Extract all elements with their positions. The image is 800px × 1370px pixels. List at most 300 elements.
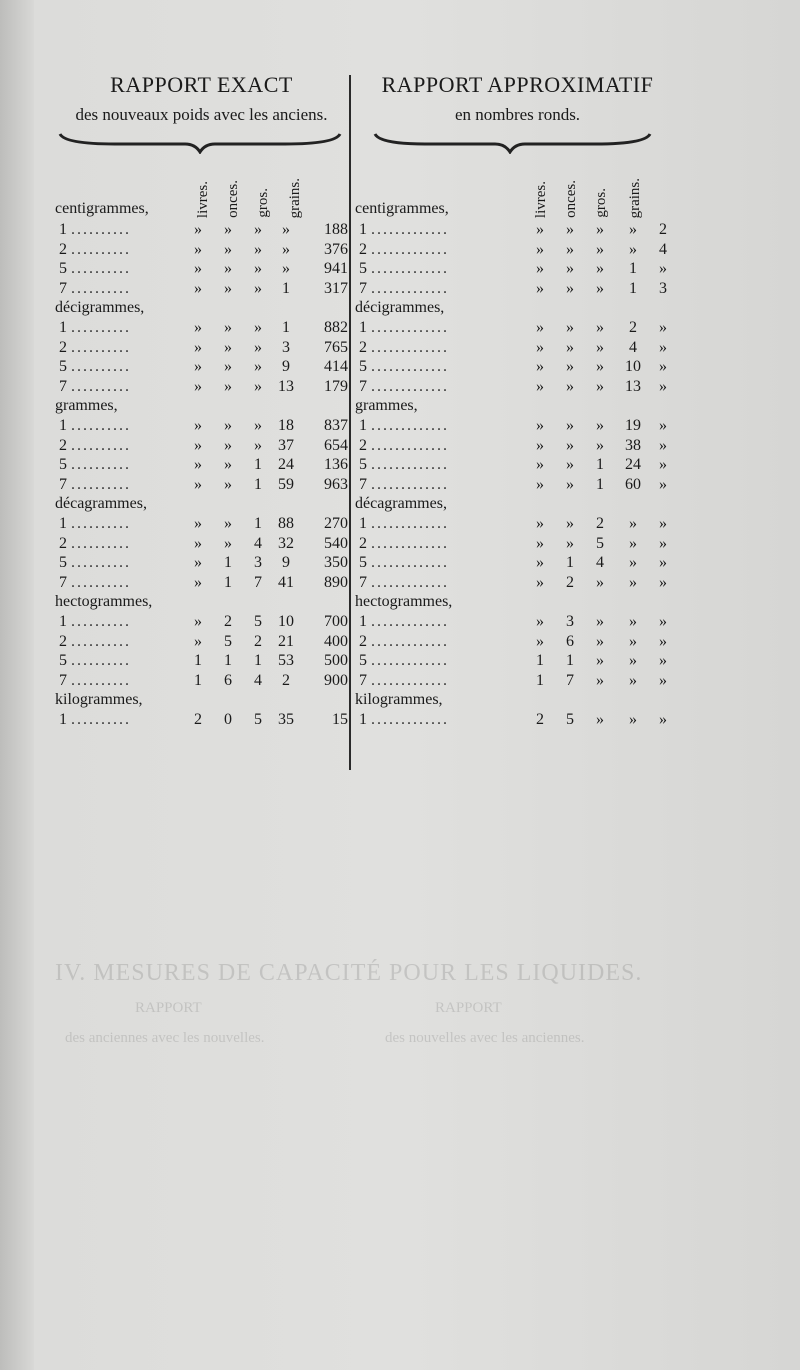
leader-dots: ............. — [371, 652, 449, 669]
table-cell: » — [596, 319, 604, 336]
left-unit-header: centigrammes, — [55, 200, 149, 217]
leader-dots: ............. — [371, 377, 449, 395]
table-cell: » — [224, 221, 232, 238]
table-cell: » — [659, 711, 667, 728]
table-cell: 1 — [224, 652, 232, 669]
table-row — [355, 651, 680, 671]
section-label: kilogrammes, — [355, 691, 443, 708]
leader-dots: .......... — [71, 221, 131, 238]
table-cell: 136 — [324, 456, 348, 473]
table-cell: 1 — [254, 456, 262, 473]
table-row — [355, 338, 680, 358]
table-cell: 1 — [536, 671, 544, 689]
table-cell: 5 — [596, 534, 604, 552]
leader-dots: .......... — [71, 534, 131, 552]
left-col-grains: grains. — [287, 177, 303, 218]
row-quantity: 2 — [359, 436, 367, 454]
table-cell: 2 — [194, 711, 202, 728]
right-table-body — [355, 220, 680, 730]
leader-dots: ............. — [371, 436, 449, 454]
table-cell: 24 — [278, 456, 294, 473]
table-cell: » — [224, 515, 232, 532]
table-cell: » — [659, 652, 667, 669]
table-cell: 2 — [536, 711, 544, 728]
table-cell: » — [254, 260, 262, 277]
row-quantity: 5 — [359, 260, 367, 277]
row-quantity: 1 — [59, 417, 67, 434]
table-row — [55, 220, 348, 240]
table-cell: 765 — [324, 338, 348, 356]
table-cell: » — [536, 319, 544, 336]
leader-dots: ............. — [371, 534, 449, 552]
table-cell: » — [254, 279, 262, 297]
leader-dots: .......... — [71, 515, 131, 532]
table-cell: » — [536, 632, 544, 650]
left-table-title: RAPPORT EXACT — [110, 72, 293, 97]
row-quantity: 5 — [59, 456, 67, 473]
table-cell: 13 — [278, 377, 294, 395]
row-quantity: 5 — [359, 358, 367, 375]
row-quantity: 7 — [359, 475, 367, 493]
table-cell: 24 — [625, 456, 641, 473]
table-row — [355, 318, 680, 338]
table-row — [355, 436, 680, 456]
table-cell: 5 — [566, 711, 574, 728]
row-quantity: 7 — [59, 377, 67, 395]
section-label: décagrammes, — [55, 495, 147, 512]
section-label: décagrammes, — [355, 495, 447, 512]
row-quantity: 2 — [59, 338, 67, 356]
table-cell: » — [566, 319, 574, 336]
table-cell: » — [629, 613, 637, 630]
row-quantity: 5 — [59, 358, 67, 375]
table-cell: » — [536, 221, 544, 238]
table-cell: » — [566, 417, 574, 434]
table-cell: 2 — [659, 221, 667, 238]
table-cell: » — [194, 515, 202, 532]
table-cell: 1 — [566, 652, 574, 669]
table-row — [355, 534, 680, 554]
table-cell: » — [629, 632, 637, 650]
right-col-grains: grains. — [627, 177, 643, 218]
leader-dots: ............. — [371, 358, 449, 375]
table-cell: » — [596, 436, 604, 454]
row-quantity: 5 — [59, 260, 67, 277]
leader-dots: .......... — [71, 338, 131, 356]
leader-dots: ............. — [371, 632, 449, 650]
table-cell: 1 — [629, 260, 637, 277]
table-cell: » — [254, 319, 262, 336]
table-cell: » — [224, 358, 232, 375]
bleed-through-caption-right: RAPPORT — [435, 1000, 502, 1016]
table-cell: » — [254, 417, 262, 434]
table-row — [55, 612, 348, 632]
table-cell: » — [566, 240, 574, 258]
table-cell: » — [254, 358, 262, 375]
row-quantity: 2 — [359, 632, 367, 650]
table-cell: » — [629, 652, 637, 669]
table-cell: » — [659, 515, 667, 532]
leader-dots: ............. — [371, 338, 449, 356]
table-cell: » — [194, 613, 202, 630]
leader-dots: .......... — [71, 711, 131, 728]
row-quantity: 7 — [359, 279, 367, 297]
table-cell: » — [596, 377, 604, 395]
table-cell: » — [282, 240, 290, 258]
table-cell: » — [536, 515, 544, 532]
table-row — [55, 240, 348, 260]
table-cell: 500 — [324, 652, 348, 669]
table-row — [355, 377, 680, 397]
table-cell: » — [596, 711, 604, 728]
table-cell: » — [566, 456, 574, 473]
table-cell: » — [596, 279, 604, 297]
table-cell: » — [536, 338, 544, 356]
table-cell: » — [536, 279, 544, 297]
section-label: grammes, — [55, 397, 118, 414]
table-cell: 414 — [324, 358, 348, 375]
row-quantity: 7 — [359, 671, 367, 689]
table-cell: 2 — [629, 319, 637, 336]
table-cell: » — [596, 221, 604, 238]
table-cell: » — [194, 456, 202, 473]
table-cell: » — [194, 338, 202, 356]
table-cell: 1 — [224, 573, 232, 591]
right-brace-ornament — [355, 132, 655, 154]
table-row — [55, 279, 348, 299]
table-cell: 9 — [282, 358, 290, 375]
bleed-through-text — [55, 800, 675, 1260]
table-cell: » — [224, 534, 232, 552]
row-quantity: 1 — [59, 613, 67, 630]
table-row — [55, 651, 348, 671]
table-cell: » — [194, 475, 202, 493]
row-quantity: 7 — [59, 475, 67, 493]
leader-dots: .......... — [71, 377, 131, 395]
table-cell: » — [596, 632, 604, 650]
table-cell: » — [659, 554, 667, 571]
section-label: kilogrammes, — [55, 691, 143, 708]
table-cell: » — [194, 221, 202, 238]
right-column-header — [355, 160, 680, 220]
bleed-through-caption-left: RAPPORT — [135, 1000, 202, 1016]
left-col-gros: gros. — [255, 188, 271, 218]
table-cell: 179 — [324, 377, 348, 395]
table-row — [355, 220, 680, 240]
table-cell: 5 — [224, 632, 232, 650]
right-table-title: RAPPORT APPROXIMATIF — [381, 72, 654, 97]
leader-dots: ............. — [371, 260, 449, 277]
leader-dots: .......... — [71, 573, 131, 591]
section-label: grammes, — [355, 397, 418, 414]
table-cell: » — [536, 613, 544, 630]
table-cell: 837 — [324, 417, 348, 434]
row-quantity: 2 — [359, 240, 367, 258]
table-cell: » — [536, 260, 544, 277]
table-row — [55, 671, 348, 691]
table-cell: 900 — [324, 671, 348, 689]
row-quantity: 2 — [59, 240, 67, 258]
table-cell: » — [659, 338, 667, 356]
table-cell: » — [254, 436, 262, 454]
leader-dots: .......... — [71, 632, 131, 650]
table-cell: » — [536, 534, 544, 552]
table-cell: » — [536, 436, 544, 454]
right-col-livres: livres. — [533, 180, 549, 218]
table-cell: 400 — [324, 632, 348, 650]
table-cell: 350 — [324, 554, 348, 571]
table-cell: » — [224, 240, 232, 258]
table-row — [355, 416, 680, 436]
right-table-subtitle: en nombres ronds. — [454, 105, 581, 124]
left-table-body — [55, 220, 348, 730]
table-cell: » — [536, 475, 544, 493]
table-cell: 0 — [224, 711, 232, 728]
row-quantity: 1 — [59, 711, 67, 728]
table-cell: 963 — [324, 475, 348, 493]
row-quantity: 7 — [59, 573, 67, 591]
table-cell: 1 — [224, 554, 232, 571]
table-cell: 1 — [194, 652, 202, 669]
table-cell: » — [629, 534, 637, 552]
table-cell: » — [224, 279, 232, 297]
table-cell: 19 — [625, 417, 641, 434]
row-quantity: 2 — [59, 632, 67, 650]
table-cell: 10 — [278, 613, 294, 630]
table-cell: » — [194, 632, 202, 650]
table-cell: » — [596, 417, 604, 434]
table-cell: 376 — [324, 240, 348, 258]
table-cell: » — [659, 417, 667, 434]
table-cell: 7 — [566, 671, 574, 689]
row-quantity: 5 — [59, 652, 67, 669]
table-cell: 1 — [254, 475, 262, 493]
row-quantity: 1 — [59, 319, 67, 336]
column-divider — [349, 75, 351, 770]
left-col-onces: onces. — [225, 180, 241, 218]
left-column-header — [55, 160, 348, 220]
table-cell: » — [254, 377, 262, 395]
table-cell: 1 — [596, 456, 604, 473]
section-label: hectogrammes, — [55, 593, 153, 610]
table-cell: 21 — [278, 632, 294, 650]
row-quantity: 5 — [359, 554, 367, 571]
table-row — [355, 573, 680, 593]
table-cell: 4 — [659, 240, 667, 258]
leader-dots: ............. — [371, 515, 449, 532]
row-quantity: 2 — [359, 338, 367, 356]
table-row — [55, 436, 348, 456]
left-brace-ornament — [55, 132, 345, 154]
bleed-through-heading: IV. MESURES DE CAPACITÉ POUR LES LIQUIDES. — [55, 960, 643, 986]
table-cell: 1 — [194, 671, 202, 689]
row-quantity: 1 — [59, 515, 67, 532]
table-cell: » — [536, 377, 544, 395]
table-cell: 540 — [324, 534, 348, 552]
table-cell: » — [596, 573, 604, 591]
table-cell: » — [536, 456, 544, 473]
leader-dots: ............. — [371, 417, 449, 434]
row-quantity: 7 — [359, 377, 367, 395]
table-cell: » — [596, 260, 604, 277]
table-cell: 4 — [629, 338, 637, 356]
table-cell: » — [596, 652, 604, 669]
table-cell: 1 — [629, 279, 637, 297]
table-row — [55, 514, 348, 534]
table-row — [55, 553, 348, 573]
right-col-gros: gros. — [593, 188, 609, 218]
table-cell: » — [194, 319, 202, 336]
table-cell: 60 — [625, 475, 641, 493]
table-row — [55, 338, 348, 358]
table-cell: 5 — [254, 613, 262, 630]
section-label: décigrammes, — [355, 299, 445, 316]
leader-dots: ............. — [371, 475, 449, 493]
table-cell: 10 — [625, 358, 641, 375]
table-cell: 4 — [254, 671, 262, 689]
row-quantity: 1 — [359, 319, 367, 336]
table-row — [55, 455, 348, 475]
table-cell: 2 — [224, 613, 232, 630]
row-quantity: 1 — [359, 417, 367, 434]
bleed-through-sub-left: des anciennes avec les nouvelles. — [65, 1030, 265, 1046]
leader-dots: .......... — [71, 475, 131, 493]
table-row — [355, 475, 680, 495]
table-cell: » — [194, 260, 202, 277]
table-cell: » — [224, 319, 232, 336]
table-cell: » — [194, 240, 202, 258]
table-row — [355, 455, 680, 475]
table-cell: 3 — [282, 338, 290, 356]
table-cell: » — [566, 338, 574, 356]
table-row — [55, 416, 348, 436]
right-col-onces: onces. — [563, 180, 579, 218]
table-cell: » — [566, 436, 574, 454]
table-cell: » — [659, 456, 667, 473]
table-cell: » — [536, 573, 544, 591]
table-cell: » — [659, 632, 667, 650]
table-row — [55, 475, 348, 495]
table-cell: 1 — [566, 554, 574, 571]
table-cell: » — [224, 260, 232, 277]
table-cell: » — [224, 338, 232, 356]
right-unit-header: centigrammes, — [355, 200, 449, 217]
table-cell: 188 — [324, 221, 348, 238]
table-cell: 32 — [278, 534, 294, 552]
table-cell: » — [536, 417, 544, 434]
table-cell: » — [566, 475, 574, 493]
table-cell: 3 — [254, 554, 262, 571]
table-cell: » — [194, 554, 202, 571]
row-quantity: 1 — [59, 221, 67, 238]
row-quantity: 2 — [59, 436, 67, 454]
table-cell: 7 — [254, 573, 262, 591]
table-cell: 2 — [254, 632, 262, 650]
table-cell: » — [194, 358, 202, 375]
table-cell: » — [254, 221, 262, 238]
table-cell: » — [596, 338, 604, 356]
table-cell: » — [659, 613, 667, 630]
table-cell: » — [659, 475, 667, 493]
table-cell: 941 — [324, 260, 348, 277]
leader-dots: ............. — [371, 613, 449, 630]
leader-dots: .......... — [71, 613, 131, 630]
table-cell: » — [629, 711, 637, 728]
table-cell: 41 — [278, 573, 294, 591]
row-quantity: 7 — [359, 573, 367, 591]
table-row — [55, 534, 348, 554]
right-table — [355, 70, 680, 730]
table-cell: 53 — [278, 652, 294, 669]
table-cell: » — [566, 260, 574, 277]
table-row — [55, 573, 348, 593]
table-cell: » — [536, 240, 544, 258]
table-cell: » — [224, 417, 232, 434]
table-cell: 882 — [324, 319, 348, 336]
left-table-subtitle: des nouveaux poids avec les anciens. — [75, 105, 328, 124]
table-cell: » — [596, 613, 604, 630]
table-cell: » — [629, 554, 637, 571]
table-cell: » — [659, 573, 667, 591]
row-quantity: 1 — [359, 515, 367, 532]
leader-dots: .......... — [71, 671, 131, 689]
leader-dots: .......... — [71, 240, 131, 258]
table-cell: » — [224, 456, 232, 473]
table-cell: » — [566, 534, 574, 552]
leader-dots: ............. — [371, 319, 449, 336]
row-quantity: 7 — [59, 279, 67, 297]
leader-dots: ............. — [371, 240, 449, 258]
table-cell: » — [566, 515, 574, 532]
section-label: décigrammes, — [55, 299, 145, 316]
left-col-livres: livres. — [195, 180, 211, 218]
table-cell: » — [566, 221, 574, 238]
leader-dots: .......... — [71, 358, 131, 375]
leader-dots: .......... — [71, 652, 131, 669]
leader-dots: .......... — [71, 417, 131, 434]
table-cell: » — [566, 358, 574, 375]
leader-dots: ............. — [371, 711, 449, 728]
table-cell: » — [659, 358, 667, 375]
table-cell: » — [596, 358, 604, 375]
row-quantity: 1 — [359, 221, 367, 238]
table-row — [355, 632, 680, 652]
table-cell: » — [659, 534, 667, 552]
table-cell: 15 — [332, 711, 348, 728]
row-quantity: 1 — [359, 613, 367, 630]
leader-dots: .......... — [71, 436, 131, 454]
row-quantity: 5 — [359, 652, 367, 669]
bleed-through-sub-right: des nouvelles avec les anciennes. — [385, 1030, 585, 1046]
row-quantity: 1 — [359, 711, 367, 728]
table-row — [55, 259, 348, 279]
leader-dots: ............. — [371, 554, 449, 571]
table-cell: 1 — [536, 652, 544, 669]
table-cell: 1 — [282, 279, 290, 297]
table-cell: 6 — [224, 671, 232, 689]
table-cell: 6 — [566, 632, 574, 650]
table-cell: » — [659, 319, 667, 336]
table-cell: 654 — [324, 436, 348, 454]
table-cell: » — [254, 338, 262, 356]
table-cell: 5 — [254, 711, 262, 728]
table-cell: 3 — [566, 613, 574, 630]
table-cell: » — [659, 671, 667, 689]
table-cell: » — [629, 240, 637, 258]
table-cell: » — [194, 436, 202, 454]
table-cell: » — [194, 279, 202, 297]
table-cell: » — [596, 671, 604, 689]
